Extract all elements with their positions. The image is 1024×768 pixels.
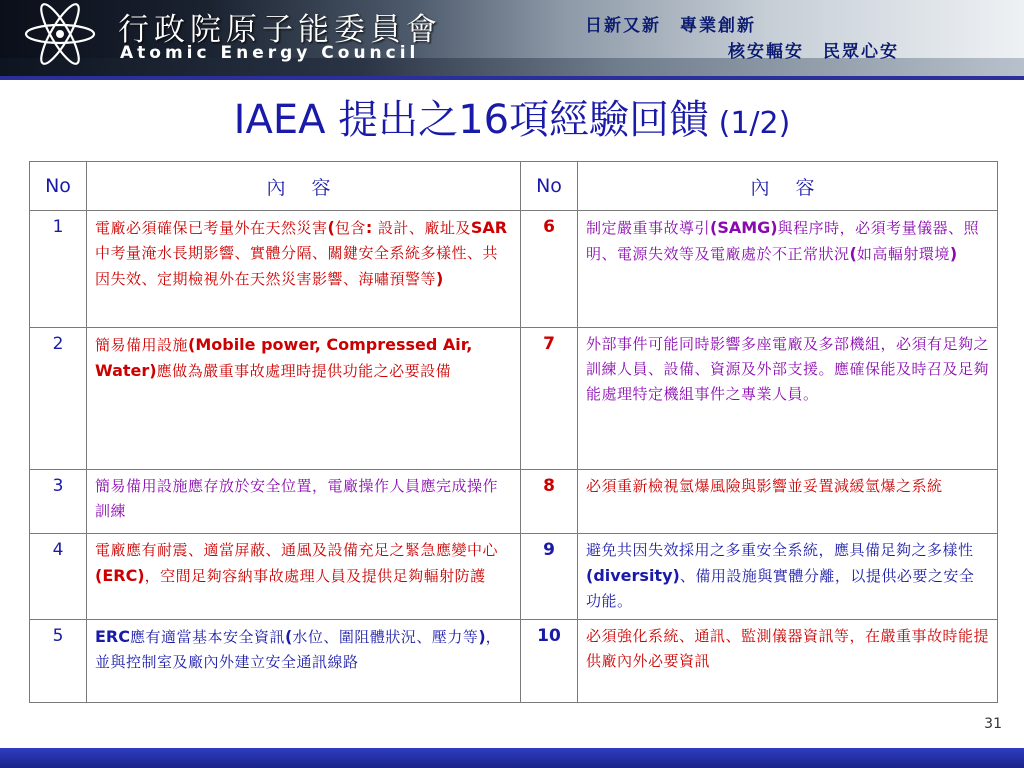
title-cn-part2: 項經驗回饋 [509, 97, 710, 143]
table-row [30, 620, 998, 703]
row-number-left: 1 [30, 211, 87, 328]
title-cn-part1: 提出之 [338, 97, 459, 143]
row-number-left: 3 [30, 470, 87, 534]
row-number-right: 10 [521, 620, 578, 703]
table-row [30, 470, 998, 534]
row-number-left: 2 [30, 328, 87, 470]
row-number-right: 9 [521, 534, 578, 620]
row-number-right: 6 [521, 211, 578, 328]
row-number-right: 8 [521, 470, 578, 534]
slogan-line-2: 核安輻安 民眾心安 [728, 42, 899, 62]
row-content-right: 制定嚴重事故導引(SAMG)與程序時，必須考量儀器、照明、電源失效等及電廠處於不正常狀況(如高輻射環境) [578, 211, 998, 328]
page-number: 31 [984, 716, 1002, 732]
header-no-left: No [30, 162, 87, 211]
title-number: 16 [458, 97, 510, 143]
row-content-left: 簡易備用設施(Mobile power, Compressed Air, Water)應做為嚴重事故處理時提供功能之必要設備 [87, 328, 521, 470]
row-number-left: 5 [30, 620, 87, 703]
atom-logo-icon [22, 3, 98, 65]
table-row [30, 328, 998, 470]
table-header-row [30, 162, 998, 211]
slide-title [0, 88, 1024, 145]
header-content-left: 內 容 [87, 162, 521, 211]
title-prefix: IAEA [233, 97, 339, 143]
table-row [30, 211, 998, 328]
header-content-right: 內 容 [578, 162, 998, 211]
footer-bar [0, 748, 1024, 768]
row-content-left: 電廠應有耐震、適當屏蔽、通風及設備充足之緊急應變中心(ERC)，空間足夠容納事故處理人員及提供足夠輻射防護 [87, 534, 521, 620]
table-row [30, 534, 998, 620]
row-content-left: ERC應有適當基本安全資訊(水位、圍阻體狀況、壓力等)，並與控制室及廠內外建立安全通訊線路 [87, 620, 521, 703]
row-content-left: 電廠必須確保已考量外在天然災害(包含: 設計、廠址及SAR中考量淹水長期影響、實體分隔、關鍵安全系統多樣性、共因失效、定期檢視外在天然災害影響、海嘯預警等) [87, 211, 521, 328]
header-stripe [0, 76, 1024, 80]
header-no-right: No [521, 162, 578, 211]
row-content-right: 必須強化系統、通訊、監測儀器資訊等，在嚴重事故時能提供廠內外必要資訊 [578, 620, 998, 703]
org-name-english: Atomic Energy Council [120, 43, 420, 63]
lessons-table [29, 161, 998, 703]
row-content-right: 避免共因失效採用之多重安全系統，應具備足夠之多樣性(diversity)、備用設施與實體分離，以提供必要之安全功能。 [578, 534, 998, 620]
slogan-line-1: 日新又新 專業創新 [585, 16, 756, 36]
row-content-left: 簡易備用設施應存放於安全位置，電廠操作人員應完成操作訓練 [87, 470, 521, 534]
org-name-chinese: 行政院原子能委員會 [118, 12, 442, 48]
row-content-right: 外部事件可能同時影響多座電廠及多部機組，必須有足夠之訓練人員、設備、資源及外部支援。應確保能及時召及足夠能處理特定機組事件之專業人員。 [578, 328, 998, 470]
row-number-right: 7 [521, 328, 578, 470]
title-suffix: (1/2) [709, 106, 791, 141]
row-content-right: 必須重新檢視氫爆風險與影響並妥置減緩氫爆之系統 [578, 470, 998, 534]
row-number-left: 4 [30, 534, 87, 620]
